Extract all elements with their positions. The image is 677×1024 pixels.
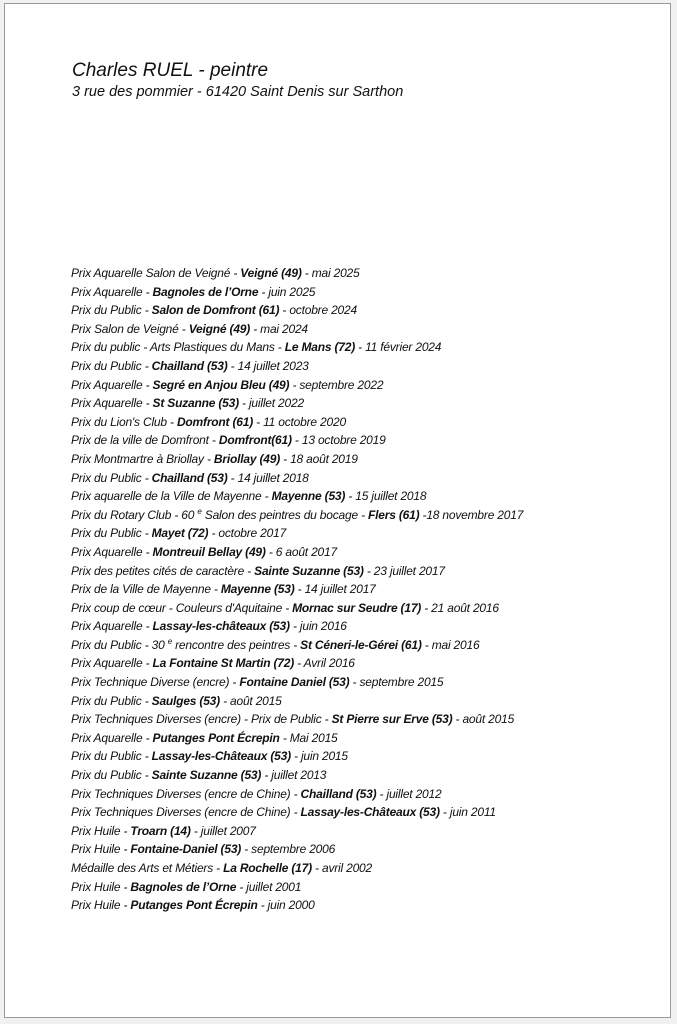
award-text: Prix Huile - bbox=[71, 823, 131, 838]
award-item bbox=[71, 450, 523, 469]
award-text: Prix aquarelle de la Ville de Mayenne - bbox=[71, 489, 272, 504]
award-text: - Mai 2015 bbox=[279, 730, 338, 745]
award-item bbox=[71, 803, 523, 822]
award-item bbox=[71, 394, 523, 413]
award-location: Montreuil Bellay (49) bbox=[152, 544, 266, 559]
award-text: - 6 août 2017 bbox=[265, 544, 337, 559]
award-text: Prix du Public - bbox=[71, 358, 152, 373]
award-item bbox=[71, 617, 523, 636]
award-item bbox=[71, 431, 523, 450]
award-text: Prix Aquarelle - bbox=[71, 544, 153, 559]
award-text: - mai 2025 bbox=[301, 266, 360, 280]
award-text: Prix du Public - bbox=[71, 693, 152, 708]
award-item bbox=[71, 636, 523, 655]
award-location: Chailland (53) bbox=[300, 786, 377, 801]
award-location: Le Mans (72) bbox=[284, 340, 356, 355]
award-item bbox=[71, 320, 523, 339]
award-text: - août 2015 bbox=[219, 693, 282, 708]
award-text: Prix Aquarelle Salon de Veigné - bbox=[71, 266, 241, 280]
award-location: Mornac sur Seudre (17) bbox=[292, 600, 422, 615]
award-item bbox=[71, 785, 523, 804]
award-location: Bagnoles de l’Orne bbox=[152, 284, 259, 299]
header bbox=[72, 59, 403, 102]
award-location: Saulges (53) bbox=[151, 693, 220, 708]
award-text: Prix Aquarelle - bbox=[71, 396, 153, 411]
award-text: - juin 2025 bbox=[258, 284, 316, 299]
award-text: - septembre 2015 bbox=[349, 675, 444, 690]
award-item bbox=[71, 747, 523, 766]
award-text: -18 novembre 2017 bbox=[419, 507, 524, 522]
award-text: Prix Huile - bbox=[71, 879, 131, 894]
award-location: St Suzanne (53) bbox=[152, 396, 239, 411]
award-text: Prix du public - Arts Plastiques du Mans - bbox=[71, 340, 285, 355]
award-item bbox=[71, 283, 523, 302]
award-location: Mayenne (53) bbox=[220, 582, 295, 597]
award-text: - juillet 2013 bbox=[261, 768, 327, 783]
award-item bbox=[71, 543, 523, 562]
award-text: Prix Huile - bbox=[71, 898, 131, 913]
award-item bbox=[71, 580, 523, 599]
award-location: Fontaine-Daniel (53) bbox=[130, 842, 242, 857]
award-text: - 23 juillet 2017 bbox=[363, 563, 445, 578]
award-text: Prix Aquarelle - bbox=[71, 284, 153, 299]
award-text: - octobre 2024 bbox=[279, 303, 357, 318]
award-item bbox=[71, 766, 523, 785]
award-item bbox=[71, 840, 523, 859]
award-text: Prix Technique Diverse (encre) - bbox=[71, 675, 240, 690]
award-text: Prix de la Ville de Mayenne - bbox=[71, 582, 221, 597]
award-location: Flers (61) bbox=[368, 507, 420, 522]
award-item bbox=[71, 599, 523, 618]
award-text: Prix Techniques Diverses (encre de Chine) - bbox=[71, 786, 301, 801]
award-text: Prix Techniques Diverses (encre de Chine) - bbox=[71, 805, 301, 820]
award-text: Prix du Public - bbox=[71, 749, 152, 764]
award-text: - mai 2024 bbox=[250, 321, 308, 336]
award-location: Lassay-les-châteaux (53) bbox=[152, 619, 290, 634]
award-location: Fontaine Daniel (53) bbox=[239, 675, 350, 690]
award-text: - 14 juillet 2018 bbox=[227, 470, 309, 485]
award-text: - 15 juillet 2018 bbox=[345, 489, 427, 504]
award-location: Segré en Anjou Bleu (49) bbox=[152, 377, 290, 392]
award-text: - septembre 2022 bbox=[289, 377, 384, 392]
award-item bbox=[71, 859, 523, 878]
award-text: - mai 2016 bbox=[421, 637, 480, 652]
award-location: St Céneri-le-Gérei (61) bbox=[300, 637, 422, 652]
award-location: Bagnoles de l’Orne bbox=[130, 879, 237, 894]
award-text: - juillet 2022 bbox=[238, 396, 304, 411]
award-location: Domfront (61) bbox=[176, 414, 254, 429]
award-text: Prix Salon de Veigné - bbox=[71, 321, 189, 336]
award-item bbox=[71, 357, 523, 376]
award-item bbox=[71, 896, 523, 915]
award-text: Prix Techniques Diverses (encre) - Prix de Public - bbox=[71, 712, 332, 727]
award-item bbox=[71, 729, 523, 748]
award-location: Domfront(61) bbox=[218, 433, 292, 448]
award-text: - octobre 2017 bbox=[208, 526, 287, 541]
award-text: - juillet 2007 bbox=[190, 823, 256, 838]
award-item bbox=[71, 524, 523, 543]
award-item bbox=[71, 710, 523, 729]
award-location: Chailland (53) bbox=[151, 470, 228, 485]
award-text: Prix Aquarelle - bbox=[71, 619, 153, 634]
award-location: Briollay (49) bbox=[213, 451, 280, 466]
award-location: Chailland (53) bbox=[151, 358, 228, 373]
award-text: Salon des peintres du bocage - bbox=[201, 507, 369, 522]
award-item bbox=[71, 301, 523, 320]
award-text: - 21 août 2016 bbox=[421, 600, 499, 615]
awards-list bbox=[71, 264, 523, 915]
award-text: - 11 octobre 2020 bbox=[253, 414, 346, 429]
award-text: - 14 juillet 2023 bbox=[227, 358, 309, 373]
artist-name: Charles RUEL - peintre bbox=[72, 60, 269, 81]
award-item bbox=[71, 822, 523, 841]
award-item bbox=[71, 654, 523, 673]
award-text: Prix Montmartre à Briollay - bbox=[71, 451, 214, 466]
award-item bbox=[71, 673, 523, 692]
award-location: Lassay-les-Châteaux (53) bbox=[300, 805, 440, 820]
award-text: - 18 août 2019 bbox=[280, 451, 358, 466]
award-location: Mayet (72) bbox=[151, 526, 209, 541]
award-text: - juillet 2001 bbox=[236, 879, 302, 894]
award-text: Prix Aquarelle - bbox=[71, 656, 153, 671]
award-text: Prix coup de cœur - Couleurs d'Aquitaine - bbox=[71, 600, 293, 615]
award-text: rencontre des peintres - bbox=[171, 637, 301, 652]
award-ordinal: e bbox=[197, 506, 202, 516]
award-item bbox=[71, 338, 523, 357]
award-text: - 14 juillet 2017 bbox=[294, 582, 376, 597]
artist-address: 3 rue des pommier - 61420 Saint Denis sur Sarthon bbox=[72, 84, 404, 100]
award-text: - juin 2016 bbox=[289, 619, 347, 634]
award-item bbox=[71, 878, 523, 897]
award-location: Troarn (14) bbox=[130, 823, 191, 838]
award-text: Prix du Public - bbox=[71, 526, 152, 541]
award-text: Médaille des Arts et Métiers - bbox=[71, 861, 224, 875]
award-text: Prix du Lion's Club - bbox=[71, 414, 177, 429]
award-item bbox=[71, 487, 523, 506]
award-text: Prix Aquarelle - bbox=[71, 730, 153, 745]
award-text: - septembre 2006 bbox=[241, 842, 336, 857]
award-text: - juin 2015 bbox=[290, 749, 348, 764]
award-location: Lassay-les-Châteaux (53) bbox=[151, 749, 291, 764]
award-item bbox=[71, 469, 523, 488]
award-text: - Avril 2016 bbox=[294, 656, 355, 671]
award-text: - 13 octobre 2019 bbox=[291, 433, 386, 448]
award-location: Sainte Suzanne (53) bbox=[151, 768, 262, 783]
award-ordinal: e bbox=[167, 636, 172, 646]
award-text: Prix de la ville de Domfront - bbox=[71, 433, 219, 448]
award-location: St Pierre sur Erve (53) bbox=[331, 712, 453, 727]
award-location: Sainte Suzanne (53) bbox=[254, 563, 364, 578]
award-text: Prix du Public - 30 bbox=[71, 637, 168, 652]
award-location: La Fontaine St Martin (72) bbox=[152, 656, 295, 671]
award-text: - août 2015 bbox=[452, 712, 515, 727]
award-location: Putanges Pont Écrepin bbox=[130, 898, 258, 913]
award-text: Prix du Public - bbox=[71, 470, 152, 485]
award-item bbox=[71, 376, 523, 395]
award-item bbox=[71, 692, 523, 711]
award-text: - juin 2000 bbox=[257, 898, 315, 913]
award-text: Prix Aquarelle - bbox=[71, 377, 153, 392]
award-location: Salon de Domfront (61) bbox=[151, 303, 280, 318]
award-location: Putanges Pont Écrepin bbox=[152, 730, 280, 745]
award-text: Prix Huile - bbox=[71, 842, 131, 857]
award-location: La Rochelle (17) bbox=[223, 861, 312, 875]
award-text: - juin 2011 bbox=[439, 805, 496, 820]
award-text: - 11 février 2024 bbox=[355, 340, 442, 355]
award-item bbox=[71, 506, 523, 525]
award-text: - avril 2002 bbox=[311, 861, 373, 875]
award-text: Prix des petites cités de caractère - bbox=[71, 563, 255, 578]
award-location: Veigné (49) bbox=[188, 321, 251, 336]
award-text: Prix du Rotary Club - 60 bbox=[71, 507, 198, 522]
award-item bbox=[71, 413, 523, 432]
award-item bbox=[71, 562, 523, 581]
award-item bbox=[71, 264, 523, 283]
award-text: Prix du Public - bbox=[71, 768, 152, 783]
award-text: - juillet 2012 bbox=[376, 786, 442, 801]
award-location: Mayenne (53) bbox=[271, 489, 346, 504]
document-page bbox=[4, 3, 671, 1018]
award-location: Veigné (49) bbox=[240, 266, 302, 280]
award-text: Prix du Public - bbox=[71, 303, 152, 318]
